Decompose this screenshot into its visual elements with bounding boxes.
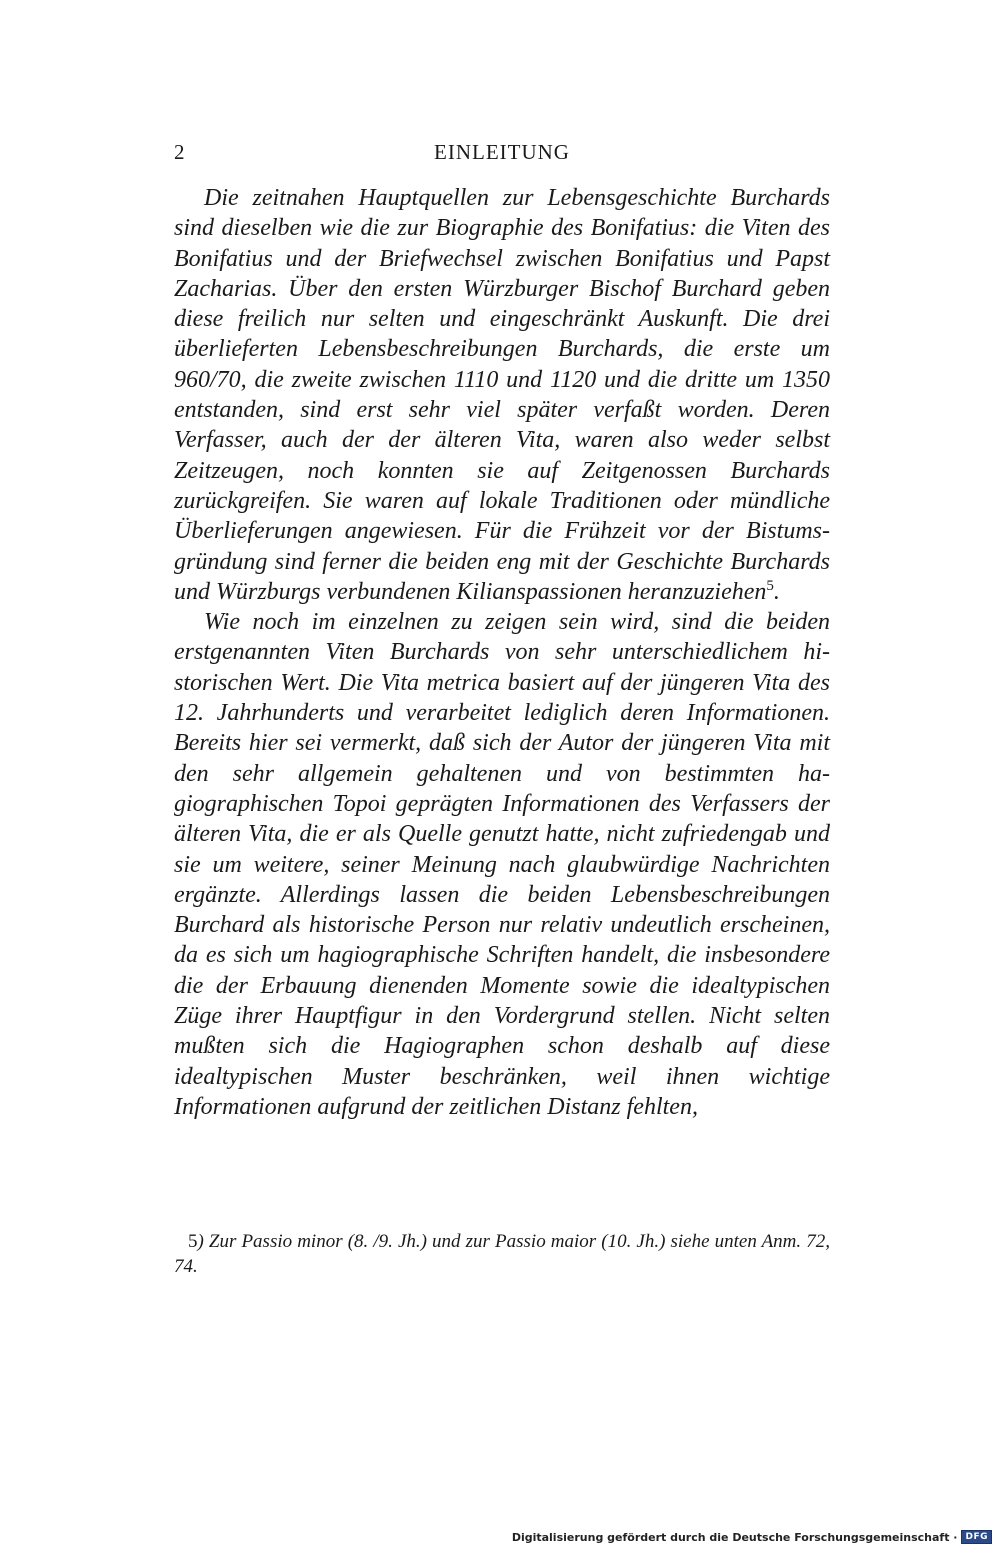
digitization-credit <box>512 1527 992 1547</box>
footnote-text: ) Zur Passio minor (8. /9. Jh.) und zur Passio maior (10. Jh.) siehe unten Anm. 72, 74. <box>174 1231 830 1277</box>
running-head: EINLEITUNG <box>434 140 570 164</box>
dfg-logo-icon: DFG <box>961 1530 992 1544</box>
paragraph-1 <box>174 183 830 607</box>
paragraph-1-end: . <box>773 578 780 605</box>
main-text <box>174 183 830 1122</box>
footnote <box>174 1229 830 1279</box>
footnote-reference[interactable]: 5 <box>766 577 774 594</box>
footnote-number: 5 <box>188 1231 198 1252</box>
paragraph-1-text: Die zeitnahen Hauptquellen zur Lebensgeschichte Burchards sind dieselben wie die zur Biographie des Bonifatius: die Viten des Bonifatius und der Briefwechsel zwischen Bonifatius und Papst Zacharias. Über den ersten Würzburger Bischof Burchard geben diese freilich nur selten und eingeschränkt Auskunft. Die drei überlieferten Lebensbeschreibungen Burchards, die erste um 960/70, die zweite zwischen 1110 und 1120 und die dritte um 1350 entstanden, sind erst sehr viel später verfaßt worden. Deren Verfasser, auch der der älteren Vita, waren also weder selbst Zeitzeugen, noch konnten sie auf Zeitgenossen Burchards zurückgreifen. Sie waren auf lokale Traditionen oder mündliche Überlieferungen angewiesen. Für die Frühzeit vor der Bistumsgründung sind ferner die beiden eng mit der Geschichte Burchards und Würzburgs verbundenen Kilianspassionen heranzuziehen <box>174 185 830 605</box>
page-header <box>174 140 830 170</box>
paragraph-2: Wie noch im einzelnen zu zeigen sein wird, sind die beiden erstgenannten Viten Burchards von sehr unterschiedlichem historischen Wert. Die Vita metrica basiert auf der jüngeren Vita des 12. Jahrhunderts und verarbeitet lediglich deren Informationen. Bereits hier sei vermerkt, daß sich der Autor der jüngeren Vita mit den sehr allgemein gehaltenen und von bestimmten hagiographischen Topoi geprägten Informationen des Verfassers der älteren Vita, die er als Quelle genutzt hatte, nicht zufriedengab und sie um weitere, seiner Meinung nach glaubwürdige Nachrichten ergänzte. Allerdings lassen die beiden Lebensbeschreibungen Burchard als historische Person nur relativ undeutlich erscheinen, da es sich um hagiographische Schriften handelt, die insbesondere die der Erbauung dienenden Momente sowie die idealtypischen Züge ihrer Hauptfigur in den Vordergrund stellen. Nicht selten mußten sich die Hagiographen schon deshalb auf diese idealtypischen Muster beschränken, weil ihnen wichtige Informationen aufgrund der zeitlichen Distanz fehlten, <box>174 609 830 1120</box>
credit-text: Digitalisierung gefördert durch die Deutsche Forschungsgemeinschaft · <box>511 1530 958 1544</box>
page-number: 2 <box>174 140 185 164</box>
